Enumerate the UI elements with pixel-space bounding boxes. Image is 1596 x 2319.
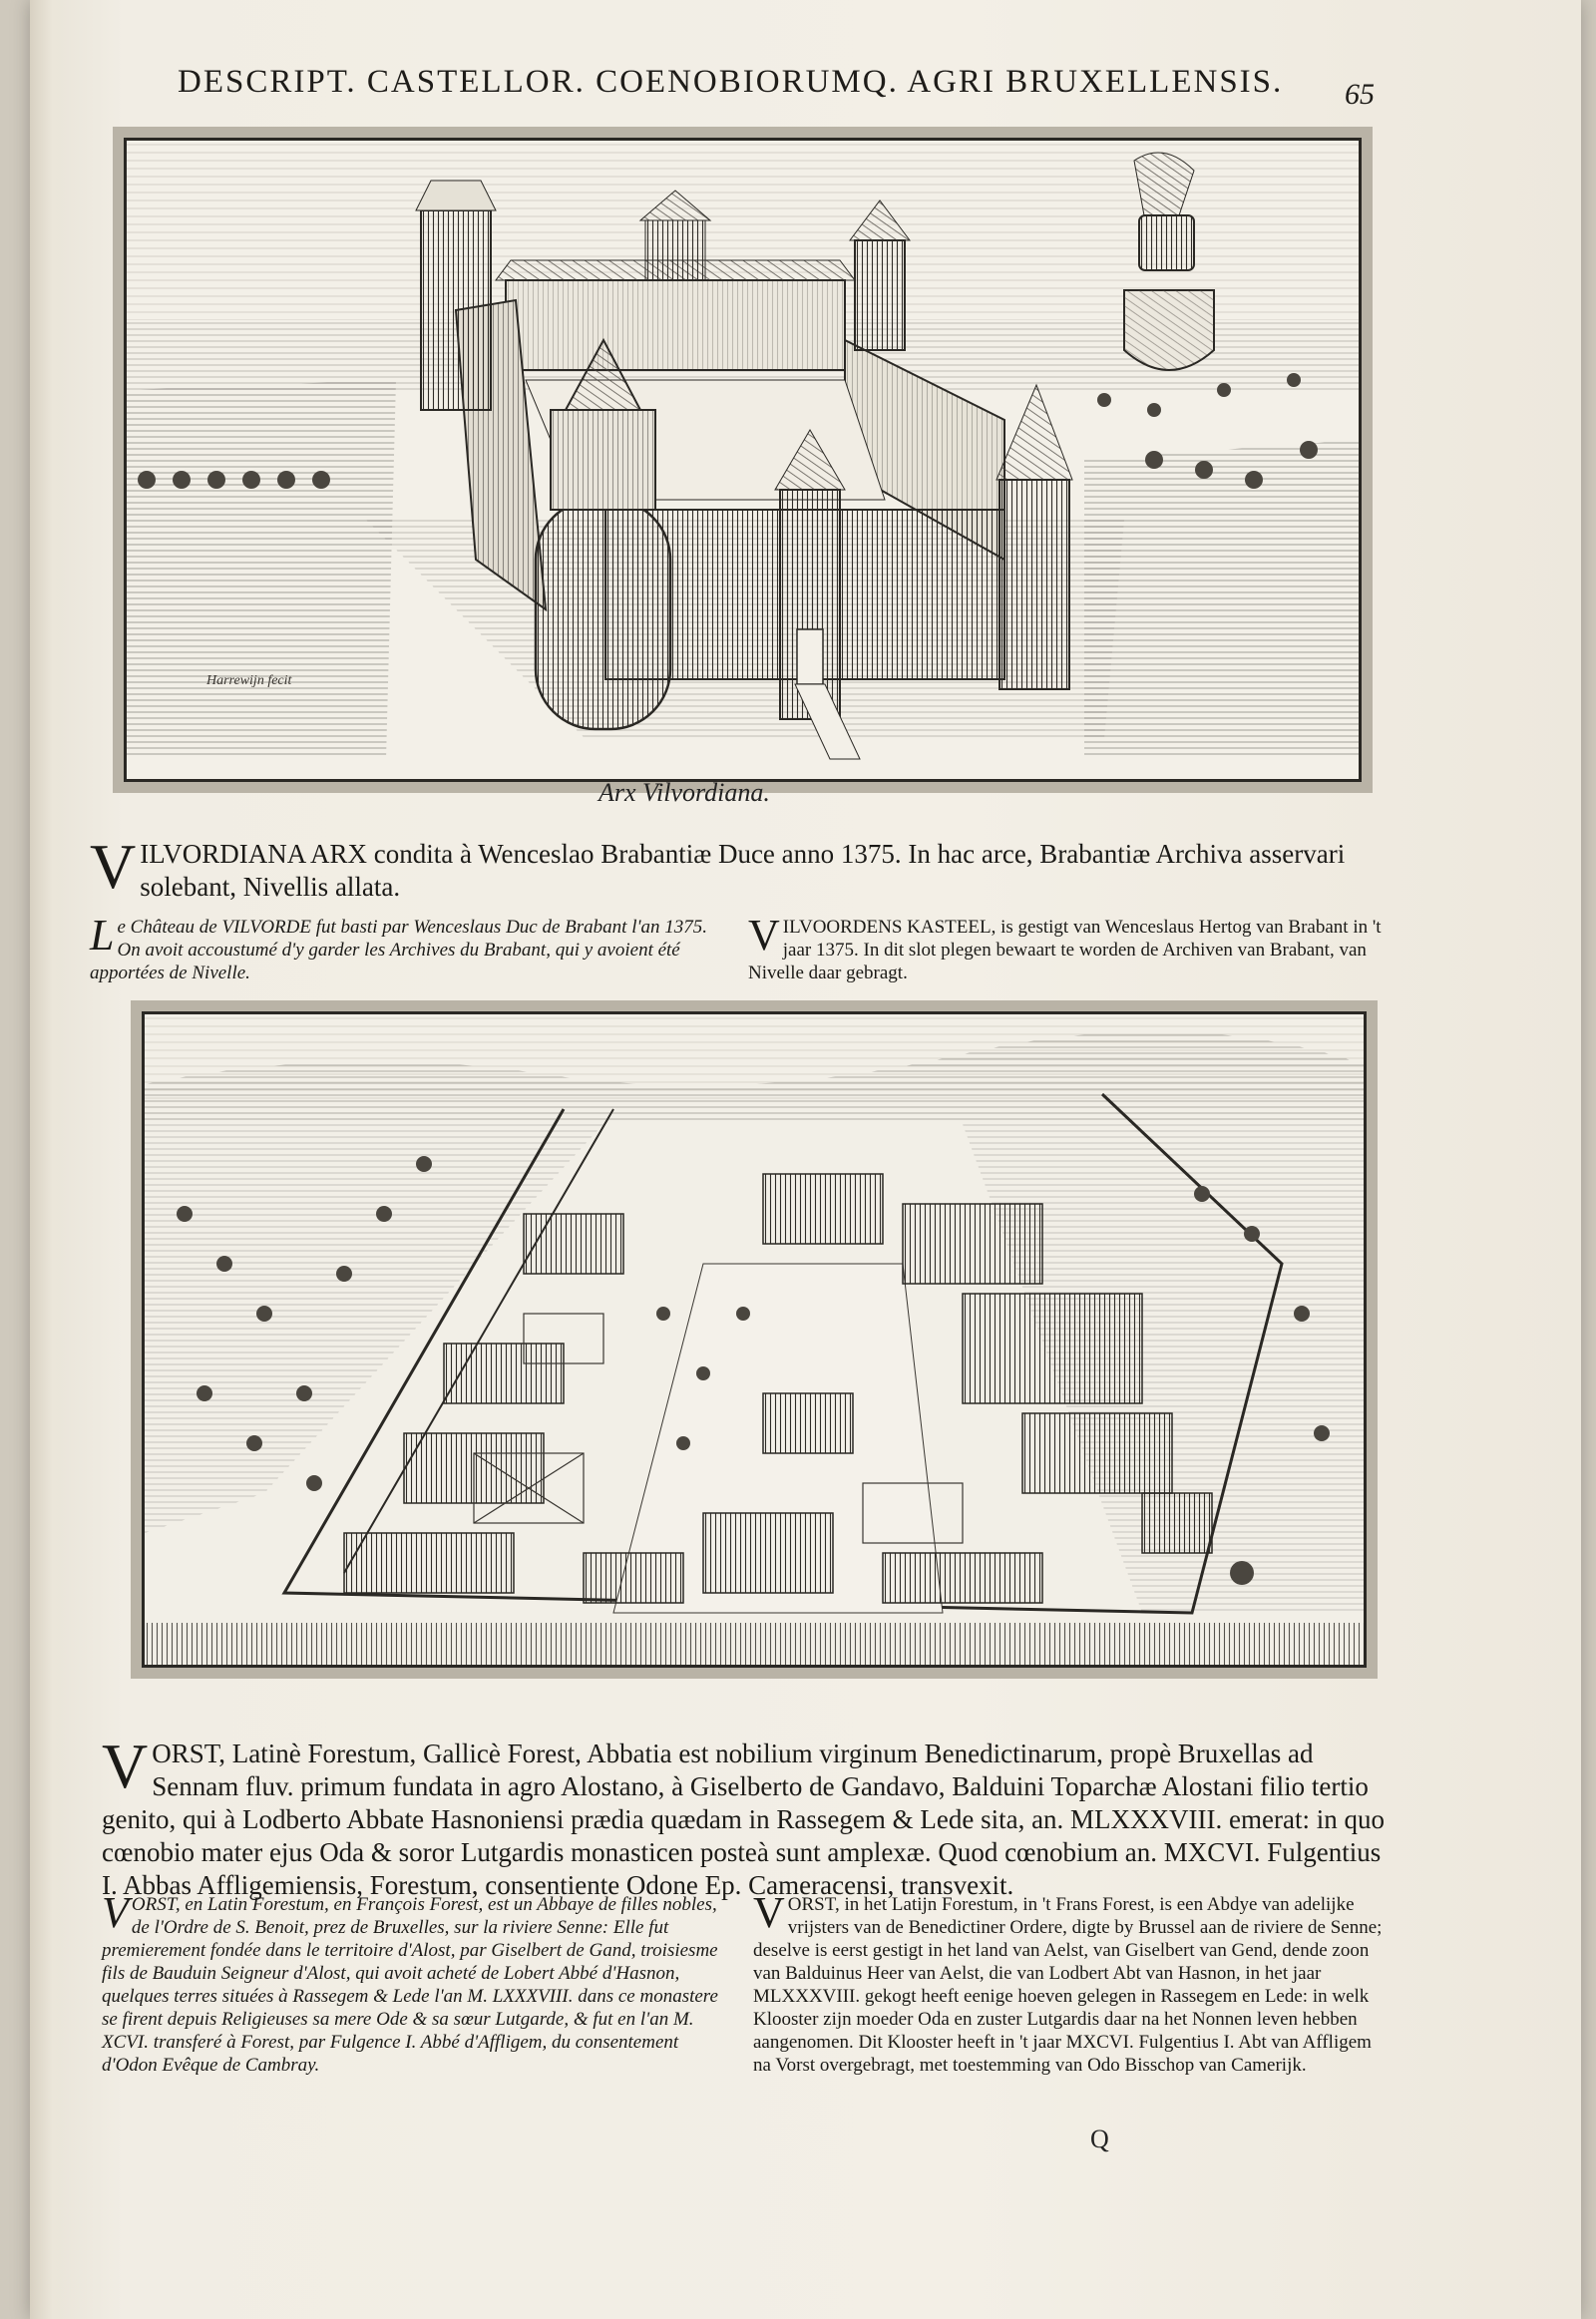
vilvoorde-dutch-paragraph bbox=[748, 911, 1387, 984]
vilvoorde-french-text: e Château de VILVORDE fut basti par Wenceslaus Duc de Brabant l'an 1375. On avoit accoustumé d'y garder les Archives du Brabant, qui y avoient été apportées de Nivelle. bbox=[90, 917, 708, 983]
castle-caption: Arx Vilvordiana. bbox=[598, 778, 770, 807]
dropcap: V bbox=[748, 911, 780, 960]
signature-mark: Q bbox=[1090, 2125, 1109, 2153]
binding-fold bbox=[30, 0, 68, 2319]
vorst-french-text: ORST, en Latin Forestum, en François Forest, est un Abbaye de filles nobles, de l'Ordre de S. Benoit, prez de Bruxelles, sur la riviere Senne: Elle fut premierement fondée dans le territoire d'Alost, par Giselbert de Gand, troisiesme fils de Bauduin Seigneur d'Alost, qui avoit acheté de Lobert Abbé d'Hasnon, quelques terres situées à Rassegem & Lede l'an M. LXXXVIII. dans ce monastere se firent depuis Religieuses sa mere Ode & sa sœur Lutgarde, & fut en l'an M. XCVI. transferé à Forest, par Fulgence I. Abbé d'Affligem, du consentement d'Odon Evêque de Cambray. bbox=[102, 1894, 718, 2076]
dropcap: V bbox=[102, 1888, 129, 1937]
vilvoorde-dutch-text: ILVOORDENS KASTEEL, is gestigt van Wenceslaus Hertog van Brabant in 't jaar 1375. In dit slot plegen bewaart te worden de Archiven van Brabant, van Nivelle daar gebragt. bbox=[748, 917, 1382, 983]
castle-engraving-plate bbox=[124, 138, 1362, 782]
vorst-latin-text: ORST, Latinè Forestum, Gallicè Forest, Abbatia est nobilium virginum Benedictinarum, propè Bruxellas ad Sennam fluv. primum fundata in agro Alostano, à Giselberto de Gandavo, Balduini Toparchæ Alostani filio tertio genito, qui à Lodberto Abbate Hasnoniensi prædia quædam in Rassegem & Lede sita, an. MLXXXVIII. emerat: in quo cœnobio mater ejus Oda & soror Lutgardis monasticen posteà sunt amplexæ. Quod cœnobium an. MXCVI. Fulgentius I. Abbas Affligemiensis, Forestum, consentiente Odone Ep. Cameracensi, transvexit. bbox=[102, 1739, 1385, 1900]
vorst-french-paragraph bbox=[102, 1888, 730, 2077]
dropcap: V bbox=[90, 831, 137, 902]
page-number: 65 bbox=[1345, 78, 1375, 111]
running-title: DESCRIPT. CASTELLOR. COENOBIORUMQ. AGRI BRUXELLENSIS. bbox=[178, 64, 1284, 100]
vorst-latin-paragraph bbox=[102, 1731, 1389, 1902]
dropcap: V bbox=[753, 1888, 785, 1937]
vilvoorde-french-paragraph bbox=[90, 911, 718, 984]
vilvoorde-latin-paragraph bbox=[90, 831, 1387, 904]
vilvoorde-latin-text: ILVORDIANA ARX condita à Wenceslao Brabantiæ Duce anno 1375. In hac arce, Brabantiæ Archiva asservari solebant, Nivellis allata. bbox=[140, 839, 1346, 902]
vilvoorde-castle-illustration bbox=[127, 141, 1359, 779]
dropcap: L bbox=[90, 911, 115, 960]
artist-signature: Harrewijn fecit bbox=[206, 673, 292, 688]
vorst-dutch-text: ORST, in het Latijn Forestum, in 't Frans Forest, is een Abdye van adelijke vrijsters van de Benedictiner Ordere, digte by Brussel aan de riviere de Senne; deselve is eerst gestigt in het land van Aelst, van Giselbert van Gend, dende zoon van Balduinus Heer van Aelst, die van Lodbert Abt van Hasnon, in het jaar MLXXXVIII. gekogt heeft eenige hoeven gelegen in Rassegem en Lede: in welk Klooster zijn moeder Oda en zuster Lutgardis daar na het Nonnen leven hebben aangenomen. Dit Klooster heeft in 't jaar MXCVI. Fulgentius I. Abt van Affligem na Vorst overgebragt, met toestemming van Odo Bisschop van Camerijk. bbox=[753, 1894, 1383, 2076]
vorst-abbey-illustration bbox=[145, 1014, 1364, 1665]
dropcap: V bbox=[102, 1731, 149, 1801]
abbey-engraving-plate bbox=[142, 1011, 1367, 1668]
vorst-dutch-paragraph bbox=[753, 1888, 1387, 2077]
